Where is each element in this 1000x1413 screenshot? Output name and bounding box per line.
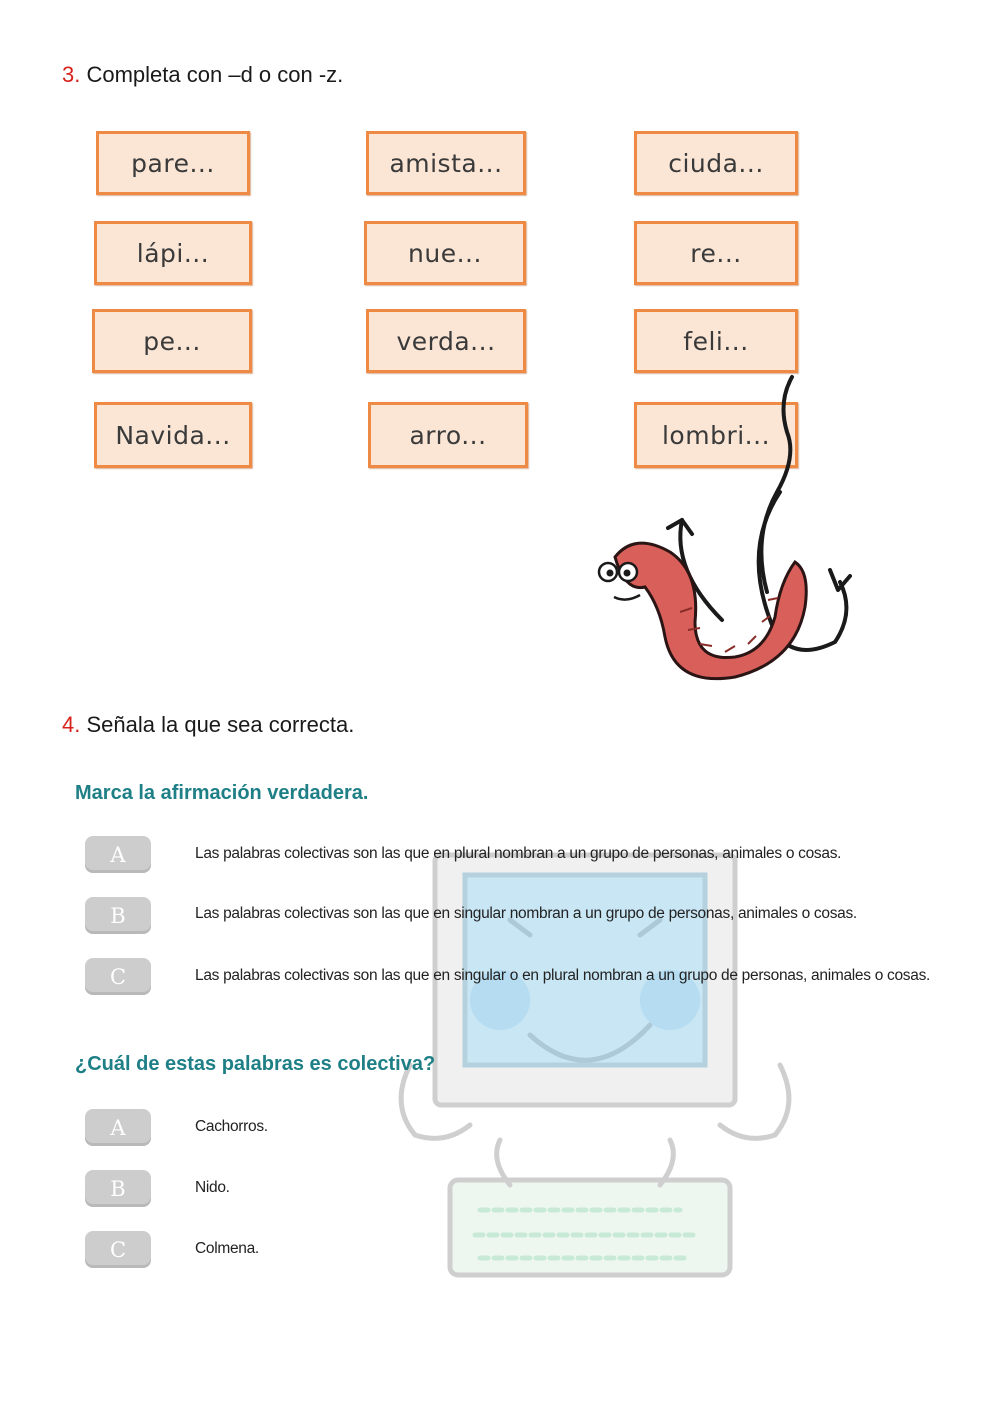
question-2-title: ¿Cuál de estas palabras es colectiva? — [75, 1053, 436, 1075]
word-box[interactable]: arro... — [368, 402, 528, 468]
word-box[interactable]: re... — [634, 221, 798, 285]
word-box[interactable]: Navida... — [94, 402, 252, 468]
option-b-button[interactable]: B — [85, 897, 151, 934]
word-box[interactable]: amista... — [366, 131, 526, 195]
exercise-3-heading — [62, 62, 343, 88]
word-box[interactable]: pe... — [92, 309, 252, 373]
worm-on-hook-icon — [580, 372, 860, 682]
option-a-button[interactable]: A — [85, 836, 151, 873]
exercise-4-instruction: Señala la que sea correcta. — [86, 712, 355, 737]
word-box[interactable]: ciuda... — [634, 131, 798, 195]
option-b-text: Nido. — [195, 1179, 230, 1196]
question-1-title: Marca la afirmación verdadera. — [75, 782, 369, 804]
option-a-text: Las palabras colectivas son las que en plural nombran a un grupo de personas, animales o cosas. — [195, 845, 842, 862]
word-box[interactable]: pare... — [96, 131, 250, 195]
word-box[interactable]: verda... — [366, 309, 526, 373]
option-c-text: Las palabras colectivas son las que en singular o en plural nombran a un grupo de personas, animales o cosas. — [195, 967, 931, 984]
exercise-3-instruction: Completa con –d o con -z. — [86, 62, 344, 87]
option-b-text: Las palabras colectivas son las que en singular nombran a un grupo de personas, animales o cosas. — [195, 905, 857, 922]
exercise-3-number: 3. — [62, 62, 81, 87]
option-c-button[interactable]: C — [85, 1231, 151, 1268]
word-box[interactable]: lápi... — [94, 221, 252, 285]
exercise-4-heading — [62, 712, 354, 738]
option-b-button[interactable]: B — [85, 1170, 151, 1207]
option-c-button[interactable]: C — [85, 958, 151, 995]
word-box[interactable]: feli... — [634, 309, 798, 373]
word-box[interactable]: lombri... — [634, 402, 798, 468]
option-a-button[interactable]: A — [85, 1109, 151, 1146]
option-a-text: Cachorros. — [195, 1118, 268, 1135]
exercise-4-number: 4. — [62, 712, 81, 737]
option-c-text: Colmena. — [195, 1240, 259, 1257]
word-box[interactable]: nue... — [364, 221, 526, 285]
